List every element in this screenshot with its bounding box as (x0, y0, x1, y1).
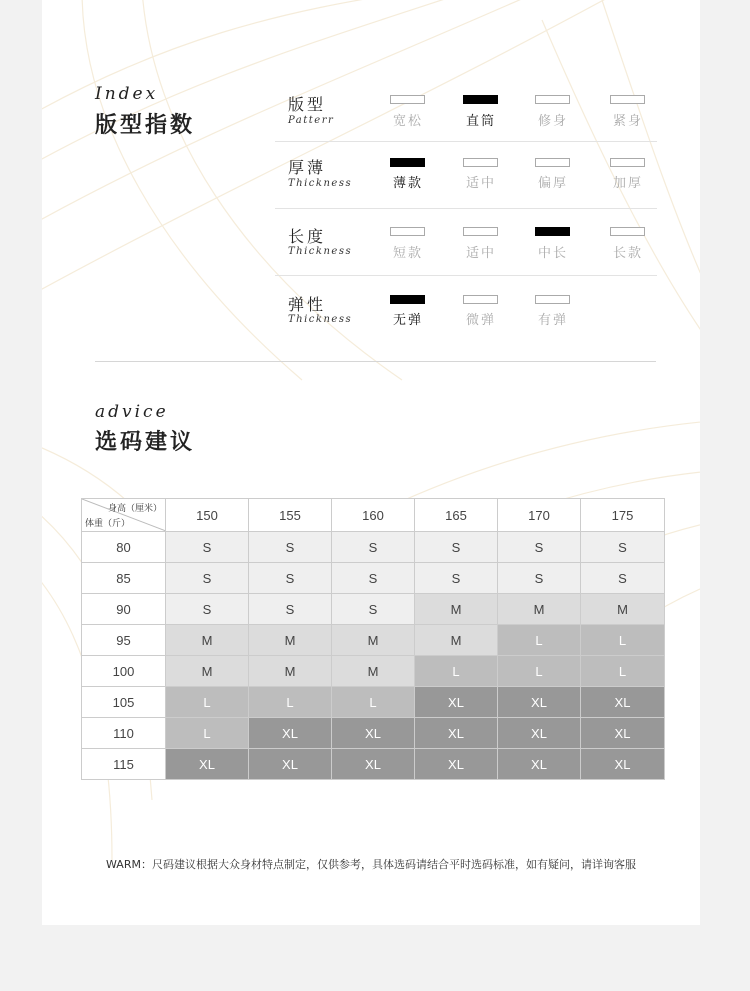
option-box (535, 295, 570, 304)
option-label: 长款 (612, 246, 643, 261)
option-label: 短款 (392, 246, 423, 261)
size-cell: M (581, 594, 665, 625)
size-cell: XL (498, 718, 581, 749)
option-box-selected (390, 295, 425, 304)
size-cell: XL (166, 749, 249, 780)
size-cell: S (498, 532, 581, 563)
option-label: 修身 (537, 114, 568, 129)
size-cell: L (166, 687, 249, 718)
size-cell: S (415, 532, 498, 563)
size-cell: L (166, 718, 249, 749)
size-cell: XL (581, 749, 665, 780)
option-box (610, 95, 645, 104)
option-label-selected: 无弹 (392, 313, 423, 328)
weight-cell: 90 (82, 594, 166, 625)
row-label-cn: 版型 (288, 95, 327, 114)
option-box-selected (463, 95, 498, 104)
row-label-en: Patterr (288, 115, 335, 126)
size-cell: L (249, 687, 332, 718)
advice-title-en: advice (95, 402, 169, 422)
size-cell: L (581, 656, 665, 687)
table-row (82, 625, 665, 656)
size-cell: S (166, 563, 249, 594)
row-divider (275, 208, 657, 209)
table-row (82, 749, 665, 780)
size-cell: XL (249, 749, 332, 780)
size-table-body (82, 532, 665, 780)
table-header-row (82, 499, 665, 532)
size-cell: S (166, 532, 249, 563)
table-row (82, 563, 665, 594)
size-cell: M (415, 625, 498, 656)
size-cell: M (415, 594, 498, 625)
height-header: 155 (249, 499, 332, 532)
option-box (390, 95, 425, 104)
section-divider (95, 361, 656, 362)
size-guide-card (42, 0, 700, 925)
option-box (463, 158, 498, 167)
option-label: 紧身 (612, 114, 643, 129)
size-cell: L (415, 656, 498, 687)
size-cell: M (332, 625, 415, 656)
row-divider (275, 275, 657, 276)
size-cell: S (415, 563, 498, 594)
option-label: 宽松 (392, 114, 423, 129)
option-label: 有弹 (537, 313, 568, 328)
row-label-en: Thickness (288, 178, 353, 189)
weight-cell: 105 (82, 687, 166, 718)
size-cell: XL (581, 687, 665, 718)
option-box-selected (535, 227, 570, 236)
row-divider (275, 141, 657, 142)
height-header: 160 (332, 499, 415, 532)
height-header: 150 (166, 499, 249, 532)
size-cell: M (498, 594, 581, 625)
weight-cell: 85 (82, 563, 166, 594)
option-label: 适中 (465, 246, 496, 261)
height-header: 170 (498, 499, 581, 532)
option-box (610, 158, 645, 167)
index-title-cn: 版型指数 (95, 112, 196, 138)
size-cell: S (332, 563, 415, 594)
table-row (82, 532, 665, 563)
height-header: 175 (581, 499, 665, 532)
option-box (535, 158, 570, 167)
size-cell: L (581, 625, 665, 656)
weight-cell: 115 (82, 749, 166, 780)
size-cell: S (249, 594, 332, 625)
size-cell: XL (249, 718, 332, 749)
option-box (390, 227, 425, 236)
size-cell: M (249, 625, 332, 656)
size-cell: M (332, 656, 415, 687)
advice-title-cn: 选码建议 (95, 429, 196, 455)
table-row (82, 656, 665, 687)
table-row (82, 594, 665, 625)
size-cell: L (332, 687, 415, 718)
option-box (463, 295, 498, 304)
option-box (463, 227, 498, 236)
table-row (82, 718, 665, 749)
option-box (535, 95, 570, 104)
size-cell: S (498, 563, 581, 594)
size-cell: S (166, 594, 249, 625)
warm-note: WARM：尺码建议根据大众身材特点制定，仅供参考，具体选码请结合平时选码标准，如有疑问，请详询客服 (106, 858, 636, 871)
size-cell: L (498, 656, 581, 687)
size-cell: S (332, 594, 415, 625)
height-axis-label: 身高（厘米） (107, 503, 162, 513)
size-cell: S (581, 532, 665, 563)
weight-cell: 95 (82, 625, 166, 656)
index-title-en: Index (95, 84, 159, 104)
size-cell: S (249, 563, 332, 594)
option-box (610, 227, 645, 236)
option-label: 加厚 (612, 176, 643, 191)
height-header: 165 (415, 499, 498, 532)
size-cell: XL (498, 687, 581, 718)
option-label: 微弹 (465, 313, 496, 328)
row-label-en: Thickness (288, 314, 353, 325)
size-cell: XL (415, 749, 498, 780)
size-cell: XL (415, 687, 498, 718)
size-cell: L (498, 625, 581, 656)
weight-cell: 110 (82, 718, 166, 749)
option-label-selected: 直筒 (465, 114, 496, 129)
row-label-cn: 长度 (288, 227, 327, 246)
option-label: 偏厚 (537, 176, 568, 191)
size-cell: XL (415, 718, 498, 749)
size-cell: M (166, 625, 249, 656)
size-cell: S (332, 532, 415, 563)
row-label-cn: 厚薄 (288, 158, 327, 177)
size-cell: XL (498, 749, 581, 780)
option-label: 适中 (465, 176, 496, 191)
size-cell: XL (332, 718, 415, 749)
size-chart-table (81, 498, 665, 780)
row-label-en: Thickness (288, 246, 353, 257)
size-cell: S (249, 532, 332, 563)
size-cell: XL (332, 749, 415, 780)
option-label: 中长 (537, 246, 568, 261)
weight-cell: 100 (82, 656, 166, 687)
row-label-cn: 弹性 (288, 295, 327, 314)
weight-axis-label: 体重（斤） (85, 518, 131, 528)
option-label-selected: 薄款 (392, 176, 423, 191)
size-cell: M (249, 656, 332, 687)
option-box-selected (390, 158, 425, 167)
size-cell: XL (581, 718, 665, 749)
table-corner-cell (82, 499, 166, 532)
table-row (82, 687, 665, 718)
size-cell: M (166, 656, 249, 687)
weight-cell: 80 (82, 532, 166, 563)
size-cell: S (581, 563, 665, 594)
